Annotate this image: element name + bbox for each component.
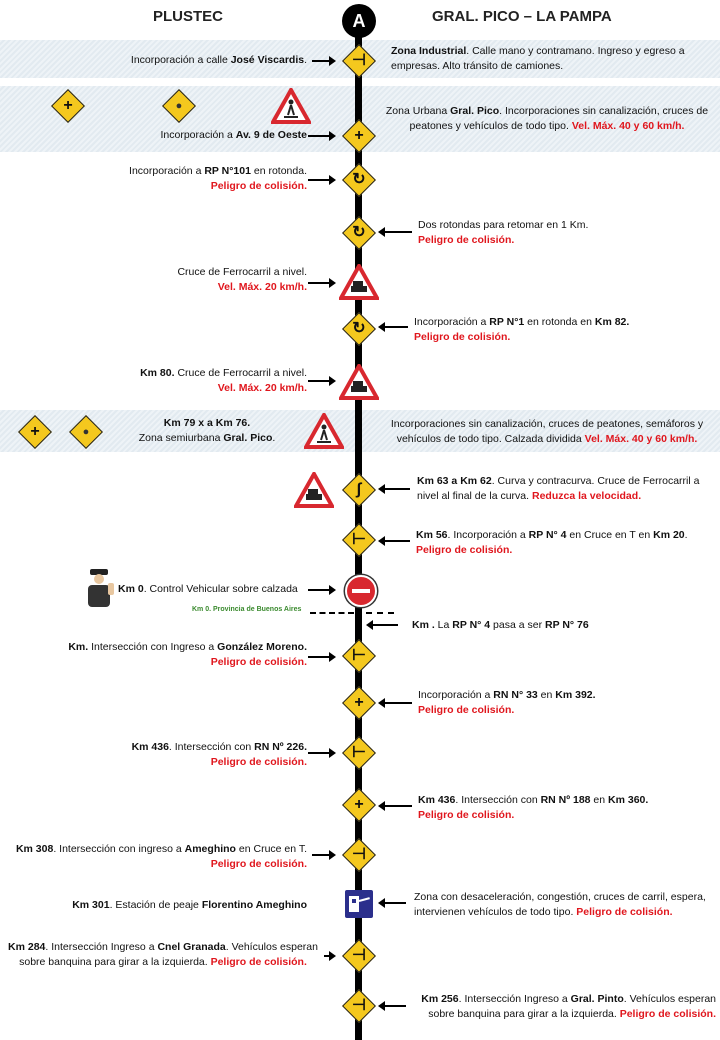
t-left-sign-icon: ⊣ <box>342 989 376 1023</box>
item-text <box>0 640 307 670</box>
item-text-part: Km 360. <box>608 794 649 806</box>
item-text-part: Incorporación a <box>414 316 490 328</box>
item-text-part: en rotonda en <box>524 316 595 328</box>
item-text-part: . Estación de peaje <box>109 899 202 911</box>
item-text <box>120 416 294 446</box>
roundabout-sign-icon: ↻ <box>342 312 376 346</box>
item-text-part: . Curva y contracurva. Cruce de Ferrocarril a nivel al final de la curva. <box>417 475 700 503</box>
item-text <box>412 618 712 633</box>
t-right-sign-icon: ⊢ <box>342 736 376 770</box>
alert-text: Peligro de colisión. <box>576 906 673 919</box>
item-text-part: Km 20 <box>653 529 685 541</box>
item-text-part: . <box>272 432 276 445</box>
no-entry-sign-icon <box>345 575 377 607</box>
item-text <box>27 366 307 396</box>
item-text <box>417 474 713 504</box>
t-left-sign-icon: ⊣ <box>342 838 376 872</box>
arrow <box>312 60 334 62</box>
arrow <box>380 1005 406 1007</box>
alert-text: Vel. Máx. 40 y 60 km/h. <box>584 433 698 446</box>
t-left-sign-icon: ⊣ <box>342 44 376 78</box>
arrow <box>380 488 410 490</box>
province-label <box>192 606 301 613</box>
item-text-part: Km 0 <box>118 583 144 595</box>
arrow <box>380 702 412 704</box>
item-text <box>17 740 307 770</box>
traffic-light-sign-icon: ● <box>162 89 196 123</box>
pedestrian-crossing-sign-icon <box>304 413 344 449</box>
alert-text: Peligro de colisión. <box>210 858 307 871</box>
arrow <box>308 179 334 181</box>
right-header: GRAL. PICO – LA PAMPA <box>432 8 612 25</box>
item-text-part: Intersección con Ingreso a <box>88 641 218 653</box>
item-text-part: Incorporación a <box>418 689 494 701</box>
item-text-part: . Intersección con <box>455 794 541 806</box>
item-text-part: . Calle mano y contramano. Ingreso y egreso a empresas. Alto tránsito de camiones. <box>391 45 685 73</box>
roundabout-sign-icon: ↻ <box>342 163 376 197</box>
item-text-part: Gral. Pico <box>450 105 500 117</box>
item-text-part: Km 436 <box>131 741 169 753</box>
item-text-part: Cruce de Ferrocarril a nivel. <box>177 266 307 278</box>
item-text <box>418 218 708 248</box>
crossroads-sign-icon: + <box>18 415 52 449</box>
alert-text: Peligro de colisión. <box>418 809 515 822</box>
item-text <box>414 315 714 345</box>
item-text-part: RP N° 76 <box>545 619 589 631</box>
arrow <box>368 624 398 626</box>
item-text-part: . <box>304 54 307 66</box>
item-text <box>414 992 716 1022</box>
item-text-part: Incorporación a <box>160 129 236 141</box>
item-text-part: Km 79 x a Km 76. <box>163 417 251 429</box>
item-text <box>416 528 716 558</box>
pedestrian-crossing-sign-icon <box>271 88 311 124</box>
item-text-part: Cnel Granada <box>157 941 226 953</box>
alert-text: Peligro de colisión. <box>619 1008 716 1021</box>
item-text-part: . Vehículos esperan sobre banquina para girar a la izquierda. <box>19 941 318 969</box>
item-text-part: Km 392. <box>555 689 596 701</box>
item-text-part: Zona Urbana <box>385 105 451 117</box>
item-text-part: . Incorporación a <box>447 529 529 541</box>
item-text <box>118 582 318 597</box>
item-text-part: . Intersección Ingreso a <box>458 993 571 1005</box>
alert-text: Reduzca la velocidad. <box>531 490 642 503</box>
arrow <box>380 902 406 904</box>
item-text-part: Km 63 a Km 62 <box>417 475 492 487</box>
railway-crossing-sign-icon <box>339 364 379 400</box>
alert-text: Peligro de colisión. <box>210 756 307 769</box>
item-text-part: Km 56 <box>416 529 448 541</box>
item-text-part: . Control Vehicular sobre calzada <box>143 583 298 595</box>
t-left-sign-icon: ⊣ <box>342 939 376 973</box>
arrow <box>380 805 412 807</box>
item-text-part: en Cruce en T. <box>235 843 307 855</box>
route-badge: A <box>342 4 376 38</box>
arrow <box>308 752 334 754</box>
item-text-part: . Incorporaciones sin canalización, cruces de peatones y vehículos de todo tipo. <box>409 105 709 133</box>
item-text-part: RP N° 4 <box>452 619 491 631</box>
left-header: PLUSTEC <box>153 8 224 25</box>
railway-crossing-sign-icon <box>339 264 379 300</box>
crossroads-sign-icon: + <box>342 119 376 153</box>
item-text-part: Incorporaciones sin canalización, cruces de peatones, semáforos y vehículos de todo tipo. Calzada dividida <box>390 418 704 446</box>
item-text-part: en <box>590 794 609 806</box>
item-text-part: Gral. Pico <box>223 432 273 445</box>
item-text-part: Incorporación a calle <box>130 54 231 66</box>
curves-sign-icon: ∫ <box>342 473 376 507</box>
alert-text: Vel. Máx. 20 km/h. <box>217 281 307 294</box>
item-text-part: Km . <box>412 619 435 631</box>
item-text-part: González Moreno. <box>217 641 307 653</box>
item-text-part: Km 82. <box>594 316 630 328</box>
item-text-part: Incorporación a <box>129 165 205 177</box>
item-text <box>379 417 715 447</box>
item-text-part: Zona con desaceleración, congestión, cruces de carril, espera, intervienen vehículos de todo tipo. <box>414 891 706 919</box>
alert-text: Peligro de colisión. <box>210 180 307 193</box>
item-text-part: RN N° 33 <box>493 689 538 701</box>
item-text-part: Km 308 <box>15 843 54 855</box>
item-text-part: Gral. Pinto <box>570 993 624 1005</box>
arrow <box>308 282 334 284</box>
item-text-part: en rotonda. <box>250 165 307 177</box>
item-text <box>418 793 708 823</box>
item-text-part: Cruce de Ferrocarril a nivel. <box>174 367 307 379</box>
item-text-part: en Cruce en T en <box>566 529 654 541</box>
item-text-part: Zona Industrial <box>391 45 467 57</box>
roundabout-sign-icon: ↻ <box>342 216 376 250</box>
item-text <box>3 940 323 970</box>
item-text <box>414 890 714 920</box>
arrow <box>312 854 334 856</box>
crossroads-sign-icon: + <box>342 686 376 720</box>
item-text-part: . Intersección Ingreso a <box>45 941 158 953</box>
item-text-part: . Intersección con <box>168 741 255 753</box>
item-text-part: Ameghino <box>184 843 236 855</box>
item-text-part: RP N°1 <box>489 316 525 328</box>
item-text-part: Zona semiurbana <box>138 432 224 445</box>
crossroads-sign-icon: + <box>51 89 85 123</box>
arrow <box>308 656 334 658</box>
alert-text: Vel. Máx. 40 y 60 km/h. <box>571 120 685 133</box>
arrow <box>380 231 412 233</box>
item-text-part: Km 301 <box>72 899 110 911</box>
boundary-dash-right <box>366 612 394 614</box>
item-text-part: . Vehículos esperan sobre banquina para girar a la izquierda. <box>428 993 716 1021</box>
arrow <box>380 326 408 328</box>
item-text <box>0 898 307 913</box>
alert-text: Peligro de colisión. <box>418 704 515 717</box>
toll-booth-sign-icon <box>345 890 373 918</box>
item-text <box>7 164 307 194</box>
item-text-part: RP N°101 <box>204 165 251 177</box>
item-text-part: en <box>537 689 556 701</box>
arrow <box>308 135 334 137</box>
item-text-part: pasa a ser <box>490 619 546 631</box>
item-text-part: RP N° 4 <box>528 529 567 541</box>
item-text-part: RN Nº 226. <box>254 741 307 753</box>
item-text-part: Km 436 <box>418 794 456 806</box>
item-text-part: Km 80. <box>140 367 175 379</box>
item-text-part: La <box>434 619 453 631</box>
item-text <box>379 104 715 134</box>
item-text <box>0 842 307 872</box>
boundary-dash-left <box>310 612 354 614</box>
item-text <box>27 265 307 295</box>
item-text-part: . Intersección con ingreso a <box>53 843 185 855</box>
item-text <box>27 128 307 143</box>
alert-text: Vel. Máx. 20 km/h. <box>217 382 307 395</box>
item-text-part: Km 284 <box>8 941 46 953</box>
item-text-part: Florentino Ameghino <box>201 899 307 911</box>
item-text-part: . <box>684 529 688 541</box>
t-right-sign-icon: ⊢ <box>342 639 376 673</box>
item-text-part: José Viscardis <box>230 54 305 66</box>
alert-text: Peligro de colisión. <box>418 234 515 247</box>
item-text-part: Km. <box>68 641 89 653</box>
item-text-part: Av. 9 de Oeste <box>235 129 307 141</box>
item-text <box>27 53 307 68</box>
t-right-sign-icon: ⊢ <box>342 523 376 557</box>
arrow <box>380 540 410 542</box>
alert-text: Peligro de colisión. <box>416 544 513 557</box>
railway-crossing-sign-icon <box>294 472 334 508</box>
traffic-light-sign-icon: ● <box>69 415 103 449</box>
item-text-part: Dos rotondas para retomar en 1 Km. <box>418 219 589 231</box>
item-text <box>418 688 708 718</box>
arrow <box>308 380 334 382</box>
item-text-part: RN Nº 188 <box>540 794 591 806</box>
alert-text: Peligro de colisión. <box>210 656 307 669</box>
item-text-part: Km 0. Provincia de Buenos Aires <box>192 606 302 613</box>
crossroads-sign-icon: + <box>342 788 376 822</box>
arrow <box>324 955 334 957</box>
item-text <box>391 44 711 74</box>
item-text-part: Km 256 <box>421 993 459 1005</box>
alert-text: Peligro de colisión. <box>210 956 307 969</box>
traffic-officer-icon <box>82 565 116 609</box>
alert-text: Peligro de colisión. <box>414 331 511 344</box>
